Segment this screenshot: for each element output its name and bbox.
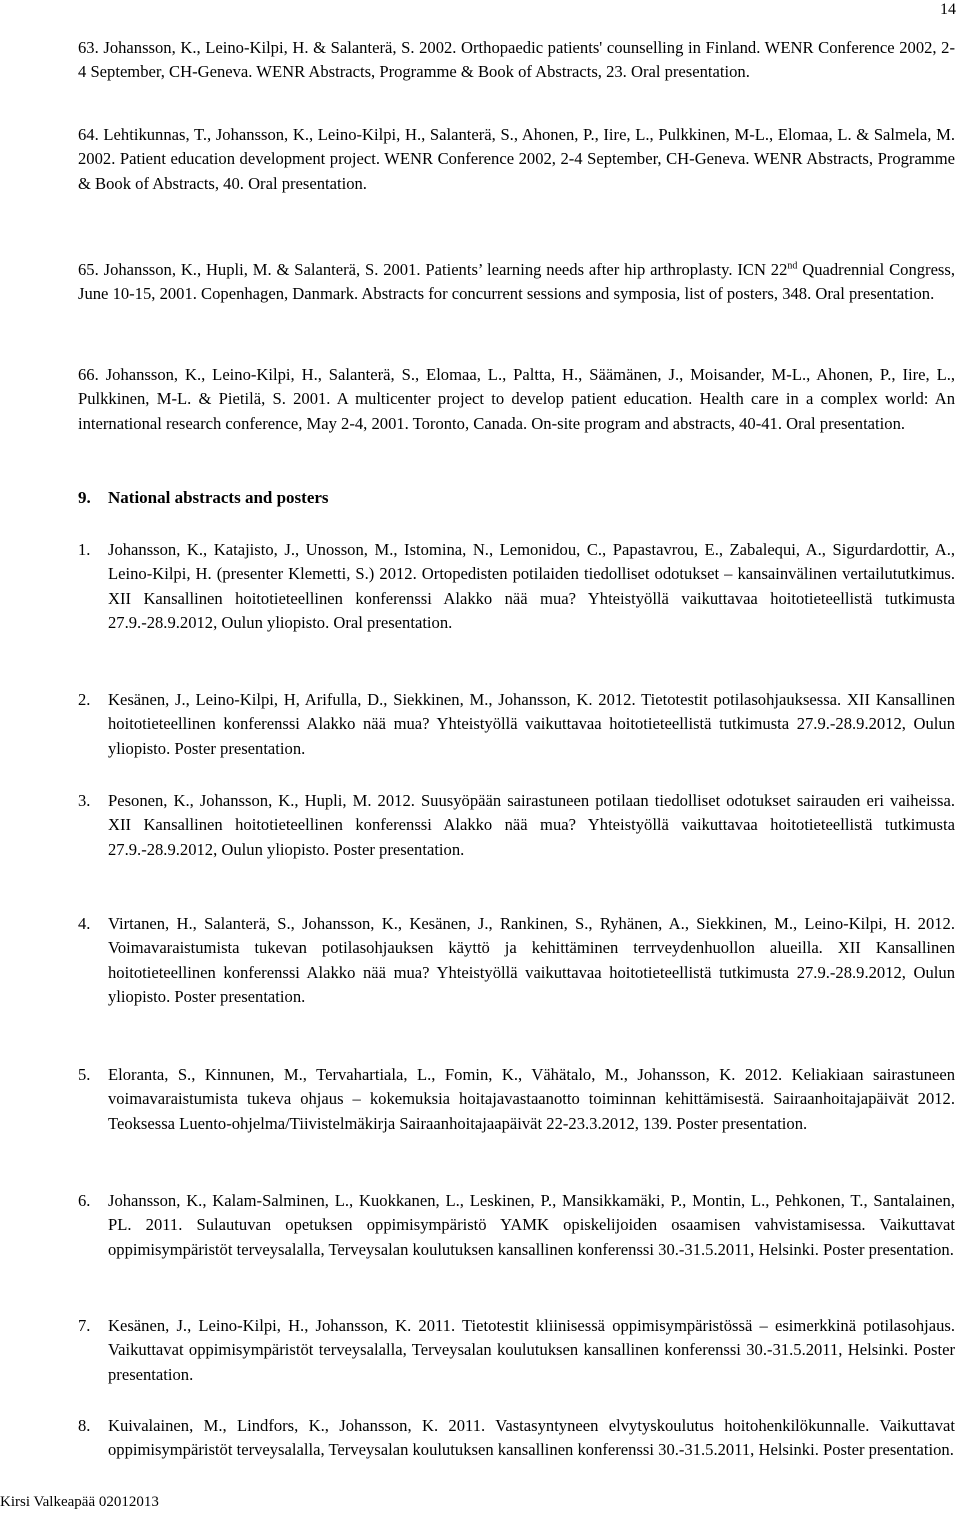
- reference-text: Johansson, K., Katajisto, J., Unosson, M., Istomina, N., Lemonidou, C., Papastavrou, E., Zabalequi, A., Sigurdardottir, A., Leino-Kilpi, H. (presenter Klemetti, S.) 2012. Ortopedisten potilaiden tiedolliset odotukset – kansainvälinen vertailututkimus. XII Kansallinen hoitotieteellinen konferenssi Alakko nää mua? Yhteistyöllä vaikuttavaa hoitotieteellistä tutkimusta 27.9.-28.9.2012, Oulun yliopisto. Oral presentation.: [108, 540, 955, 633]
- reference-number: 3.: [78, 791, 91, 810]
- reference-text: Pesonen, K., Johansson, K., Hupli, M. 2012. Suusyöpään sairastuneen potilaan tiedolliset odotukset sairauden eri vaiheissa. XII Kansallinen hoitotieteellinen konferenssi Alakko nää mua? Yhteistyöllä vaikuttavaa hoitotieteellistä tutkimusta 27.9.-28.9.2012, Oulun yliopisto. Poster presentation.: [108, 791, 955, 859]
- national-entry-7: [78, 1314, 955, 1387]
- reference-text: Eloranta, S., Kinnunen, M., Tervahartiala, L., Fomin, K., Vähätalo, M., Johansson, K. 2012. Keliakiaan sairastuneen voimavaraistumista tukeva ohjaus – kokemuksia hoitajavastaanotto toiminnan kehittämisestä. Sairaanhoitajapäivät 2012. Teoksessa Luento-ohjelma/Tiivistelmäkirja Sairaanhoitajaapäivät 22-23.3.2012, 139. Poster presentation.: [108, 1065, 955, 1133]
- reference-number: 6.: [78, 1191, 91, 1210]
- reference-number: 65.: [78, 260, 99, 279]
- reference-text: Johansson, K., Leino-Kilpi, H. & Salanterä, S. 2002. Orthopaedic patients' counselling in Finland. WENR Conference 2002, 2-4 September, CH-Geneva. WENR Abstracts, Programme & Book of Abstracts, 23. Oral presentation.: [78, 38, 955, 82]
- reference-number: 64.: [78, 125, 99, 144]
- section-number: 9.: [78, 488, 91, 507]
- reference-text: Kesänen, J., Leino-Kilpi, H., Johansson, K. 2011. Tietotestit kliinisessä oppimisympäristössä – esimerkkinä potilasohjaus. Vaikuttavat oppimisympäristöt terveysalalla, Terveysalan koulutuksen kansallinen konferenssi 30.-31.5.2011, Helsinki. Poster presentation.: [108, 1316, 955, 1384]
- reference-entry-64: [78, 123, 955, 196]
- reference-text: Kuivalainen, M., Lindfors, K., Johansson, K. 2011. Vastasyntyneen elvytyskoulutus hoitohenkilökunnalle. Vaikuttavat oppimisympäristöt terveysalalla, Terveysalan koulutuksen kansallinen konferenssi 30.-31.5.2011, Helsinki. Poster presentation.: [108, 1416, 955, 1460]
- national-entry-5: [78, 1063, 955, 1136]
- reference-number: 5.: [78, 1065, 91, 1084]
- ordinal-superscript: nd: [787, 260, 798, 272]
- national-entry-4: [78, 912, 955, 1010]
- reference-text-continued: Quadrennial Congress, June 10-15, 2001. Copenhagen, Danmark. Abstracts for concurrent sessions and symposia, list of posters, 348. Oral presentation.: [78, 260, 955, 304]
- reference-number: 8.: [78, 1416, 91, 1435]
- reference-text: Kesänen, J., Leino-Kilpi, H, Arifulla, D., Siekkinen, M., Johansson, K. 2012. Tietotestit potilasohjauksessa. XII Kansallinen hoitotieteellinen konferenssi Alakko nää mua? Yhteistyöllä vaikuttavaa hoitotieteellistä tutkimusta 27.9.-28.9.2012, Oulun yliopisto. Poster presentation.: [108, 690, 955, 758]
- reference-text: Johansson, K., Hupli, M. & Salanterä, S. 2001. Patients’ learning needs after hip arthroplasty. ICN 22: [103, 260, 788, 279]
- reference-number: 63.: [78, 38, 99, 57]
- reference-text: Lehtikunnas, T., Johansson, K., Leino-Kilpi, H., Salanterä, S., Ahonen, P., Iire, L., Pulkkinen, M-L., Elomaa, L. & Salmela, M. 2002. Patient education development project. WENR Conference 2002, 2-4 September, CH-Geneva. WENR Abstracts, Programme & Book of Abstracts, 40. Oral presentation.: [78, 125, 955, 193]
- reference-number: 2.: [78, 690, 91, 709]
- national-entry-2: [78, 688, 955, 761]
- reference-number: 4.: [78, 914, 91, 933]
- reference-text: Virtanen, H., Salanterä, S., Johansson, K., Kesänen, J., Rankinen, S., Ryhänen, A., Siekkinen, M., Leino-Kilpi, H. 2012. Voimavaraistumista tukevan potilasohjauksen käyttö ja kehittäminen terrveydenhuollon alueilla. XII Kansallinen hoitotieteellinen konferenssi Alakko nää mua? Yhteistyöllä vaikuttavaa hoitotieteellistä tutkimusta 27.9.-28.9.2012, Oulun yliopisto. Poster presentation.: [108, 914, 955, 1007]
- reference-entry-63: [78, 36, 955, 85]
- reference-number: 1.: [78, 540, 91, 559]
- reference-number: 66.: [78, 365, 99, 384]
- section-title: National abstracts and posters: [108, 488, 329, 507]
- reference-entry-66: [78, 363, 955, 436]
- reference-entry-65: [78, 258, 955, 307]
- reference-text: Johansson, K., Leino-Kilpi, H., Salanterä, S., Elomaa, L., Paltta, H., Säämänen, J., Moisander, M-L., Ahonen, P., Iire, L., Pulkkinen, M-L. & Pietilä, S. 2001. A multicenter project to develop patient education. Health care in a complex world: An international research conference, May 2-4, 2001. Toronto, Canada. On-site program and abstracts, 40-41. Oral presentation.: [78, 365, 956, 433]
- national-entry-6: [78, 1189, 955, 1262]
- national-entry-1: [78, 538, 955, 636]
- page-number: 14: [940, 1, 956, 18]
- reference-text: Johansson, K., Kalam-Salminen, L., Kuokkanen, L., Leskinen, P., Mansikkamäki, P., Montin, L., Pehkonen, T., Santalainen, PL. 2011. Sulautuvan opetuksen oppimisympäristö YAMK opiskelijoiden osaamisen vahvistamisessa. Vaikuttavat oppimisympäristöt terveysalalla, Terveysalan koulutuksen kansallinen konferenssi 30.-31.5.2011, Helsinki. Poster presentation.: [108, 1191, 955, 1259]
- section-heading: [78, 486, 329, 510]
- reference-number: 7.: [78, 1316, 91, 1335]
- national-entry-3: [78, 789, 955, 862]
- page-footer: Kirsi Valkeapää 02012013: [0, 1494, 159, 1510]
- national-entry-8: [78, 1414, 955, 1463]
